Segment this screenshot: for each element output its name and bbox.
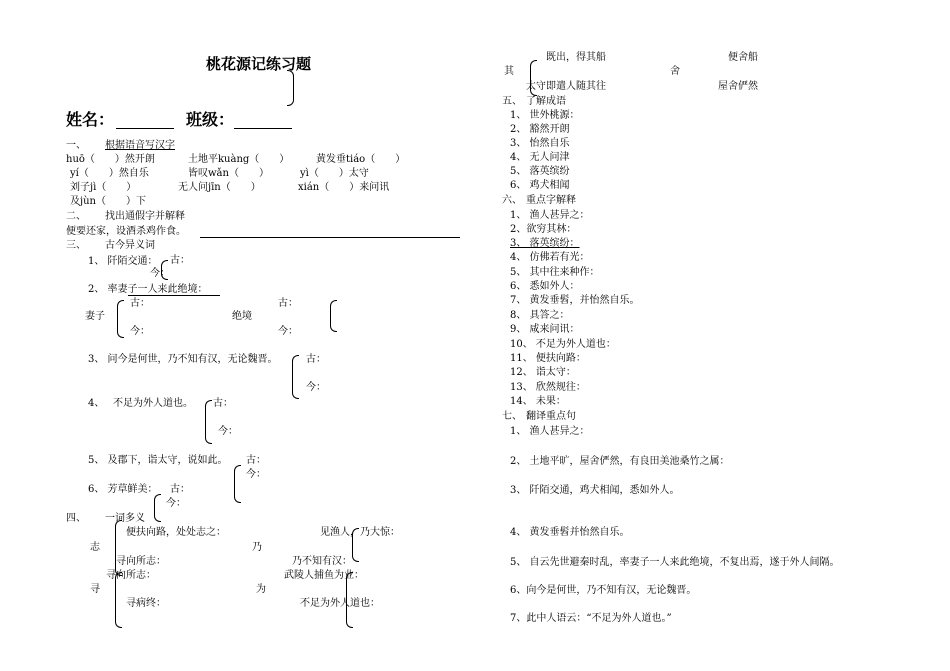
list-item: 4、 仿佛若有光： xyxy=(510,252,590,263)
question-text: 6、 芳草鲜美： xyxy=(88,484,158,495)
brace xyxy=(352,528,359,562)
list-item: 1、 世外桃源： xyxy=(510,110,580,121)
list-item: 3、 落英缤纷： xyxy=(510,238,580,249)
example-text: 寻向所志： xyxy=(116,556,166,567)
example-text: 太守即遣人随其往 xyxy=(526,81,606,92)
list-item: 3、 阡陌交通，鸡犬相闻，悉如外人。 xyxy=(510,485,680,496)
section-number: 四、 xyxy=(66,513,86,524)
pinyin-item: 黄发垂tiáo（ ） xyxy=(316,154,406,165)
list-item: 9、 咸来问讯： xyxy=(510,324,580,335)
word-label: 舍 xyxy=(670,66,680,77)
jin-label: 今： xyxy=(306,382,326,393)
word-label: 志 xyxy=(90,542,100,553)
question-text: 不足为外人道也。 xyxy=(113,398,193,409)
list-item: 12、 诣太守： xyxy=(510,367,576,378)
word-label: 妻子 xyxy=(85,311,105,322)
gu-label: 古： xyxy=(213,398,233,409)
jin-label: 今： xyxy=(150,268,170,279)
name-blank[interactable] xyxy=(116,128,174,129)
list-item: 11、 便扶向路： xyxy=(510,353,586,364)
word-label: 其 xyxy=(504,66,514,77)
list-item: 5、 其中往来种作： xyxy=(510,267,600,278)
example-text: 便扶向路，处处志之： xyxy=(126,527,226,538)
pinyin-item: 土地平kuàng（ ） xyxy=(188,154,290,165)
example-text: 既出，得其船 xyxy=(546,52,606,63)
question-number: 4、 xyxy=(88,398,105,409)
section-number: 七、 xyxy=(502,411,522,422)
pinyin-item: 刘子jì（ ） xyxy=(70,182,137,193)
word-label: 绝境 xyxy=(232,311,252,322)
class-label: 班级： xyxy=(186,110,235,129)
list-item: 2、 土地平旷，屋舍俨然，有良田美池桑竹之属： xyxy=(510,456,730,467)
section-title: 古今异义词 xyxy=(105,240,155,251)
question-text: 5、 及郡下，诣太守，说如此。 xyxy=(88,455,228,466)
list-item: 14、 未果： xyxy=(510,396,566,407)
word-label: 乃 xyxy=(252,542,262,553)
name-label: 姓名： xyxy=(66,110,115,129)
example-text: 见渔人，乃大惊： xyxy=(320,527,400,538)
title-brace xyxy=(287,70,294,106)
list-item: 4、 无人问津 xyxy=(510,152,570,163)
section-title: 找出通假字并解释 xyxy=(105,211,185,222)
list-item: 6、 悉如外人： xyxy=(510,281,580,292)
gu-label: 古： xyxy=(170,255,190,266)
section-number: 三、 xyxy=(66,240,86,251)
brace xyxy=(205,400,212,444)
list-item: 6、向今是何世，乃不知有汉，无论魏晋。 xyxy=(510,585,697,596)
list-item: 13、 欣然规往： xyxy=(510,382,586,393)
example-text: 武陵人捕鱼为业： xyxy=(284,570,364,581)
list-item: 5、 落英缤纷 xyxy=(510,166,570,177)
jin-label: 今： xyxy=(218,426,238,437)
list-item: 6、 鸡犬相闻 xyxy=(510,180,570,191)
answer-line[interactable] xyxy=(200,237,460,238)
example-text: 乃不知有汉： xyxy=(292,556,352,567)
gu-label: 古： xyxy=(170,484,190,495)
question-text: 1、 阡陌交通： xyxy=(88,256,158,267)
pinyin-item: yì（ ）太守 xyxy=(300,168,369,179)
class-blank[interactable] xyxy=(234,128,292,129)
pinyin-item: 及jùn（ ）下 xyxy=(70,196,146,207)
list-item: 10、 不足为外人道也： xyxy=(510,339,616,350)
brace xyxy=(346,572,353,628)
list-item: 1、 渔人甚异之： xyxy=(510,210,590,221)
jin-label: 今： xyxy=(278,326,298,337)
example-text: 便舍船 xyxy=(728,52,758,63)
pinyin-item: huō（ ）然开朗 xyxy=(66,154,155,165)
pinyin-item: 皆叹wǎn（ ） xyxy=(188,168,269,179)
section-title: 了解成语 xyxy=(526,96,566,107)
word-label: 为 xyxy=(256,584,266,595)
section-number: 一、 xyxy=(66,140,86,151)
section-number: 五、 xyxy=(502,96,522,107)
brace xyxy=(330,300,337,332)
underline xyxy=(128,295,220,296)
section-title: 根据语音写汉字 xyxy=(105,140,175,151)
pinyin-item: xián（ ）来问讯 xyxy=(298,182,390,193)
brace xyxy=(292,355,299,399)
list-item: 8、 具答之： xyxy=(510,310,570,321)
jin-label: 今： xyxy=(166,498,186,509)
jin-label: 今： xyxy=(246,469,266,480)
question-text: 2、 率妻子一人来此绝境： xyxy=(88,284,208,295)
word-label: 寻 xyxy=(90,584,100,595)
section-title: 一词多义 xyxy=(105,513,145,524)
list-item: 2、欲穷其林： xyxy=(510,224,577,235)
gu-label: 古： xyxy=(306,354,326,365)
question-text: 便要还家，设酒杀鸡作食。 xyxy=(66,226,186,237)
brace xyxy=(154,494,161,522)
section-title: 重点字解释 xyxy=(526,195,576,206)
pinyin-item: 无人问jīn（ ） xyxy=(178,182,261,193)
section-number: 二、 xyxy=(66,211,86,222)
list-item: 5、 自云先世避秦时乱，率妻子一人来此绝境，不复出焉，遂于外人间隔。 xyxy=(510,557,840,568)
page-title: 桃花源记练习题 xyxy=(206,55,312,73)
section-title: 翻译重点句 xyxy=(526,411,576,422)
example-text: 寻向所志： xyxy=(106,570,156,581)
list-item: 7、此中人语云：“不足为外人道也。” xyxy=(510,613,672,624)
list-item: 2、 豁然开朗 xyxy=(510,124,570,135)
gu-label: 古： xyxy=(130,298,150,309)
brace xyxy=(117,300,124,338)
example-text: 屋舍俨然 xyxy=(718,81,758,92)
section-number: 六、 xyxy=(502,195,522,206)
brace xyxy=(234,465,241,503)
example-text: 寻病终： xyxy=(126,598,166,609)
list-item: 1、 渔人甚异之： xyxy=(510,426,590,437)
question-text: 3、 问今是何世，乃不知有汉，无论魏晋。 xyxy=(88,354,278,365)
list-item: 3、 怡然自乐 xyxy=(510,138,570,149)
gu-label: 古： xyxy=(278,298,298,309)
pinyin-item: yí（ ）然自乐 xyxy=(70,168,149,179)
list-item: 4、 黄发垂髫并怡然自乐。 xyxy=(510,527,630,538)
example-text: 不足为外人道也： xyxy=(300,598,380,609)
list-item: 7、 黄发垂髫，并怡然自乐。 xyxy=(510,295,640,306)
gu-label: 古： xyxy=(246,455,266,466)
jin-label: 今： xyxy=(130,326,150,337)
